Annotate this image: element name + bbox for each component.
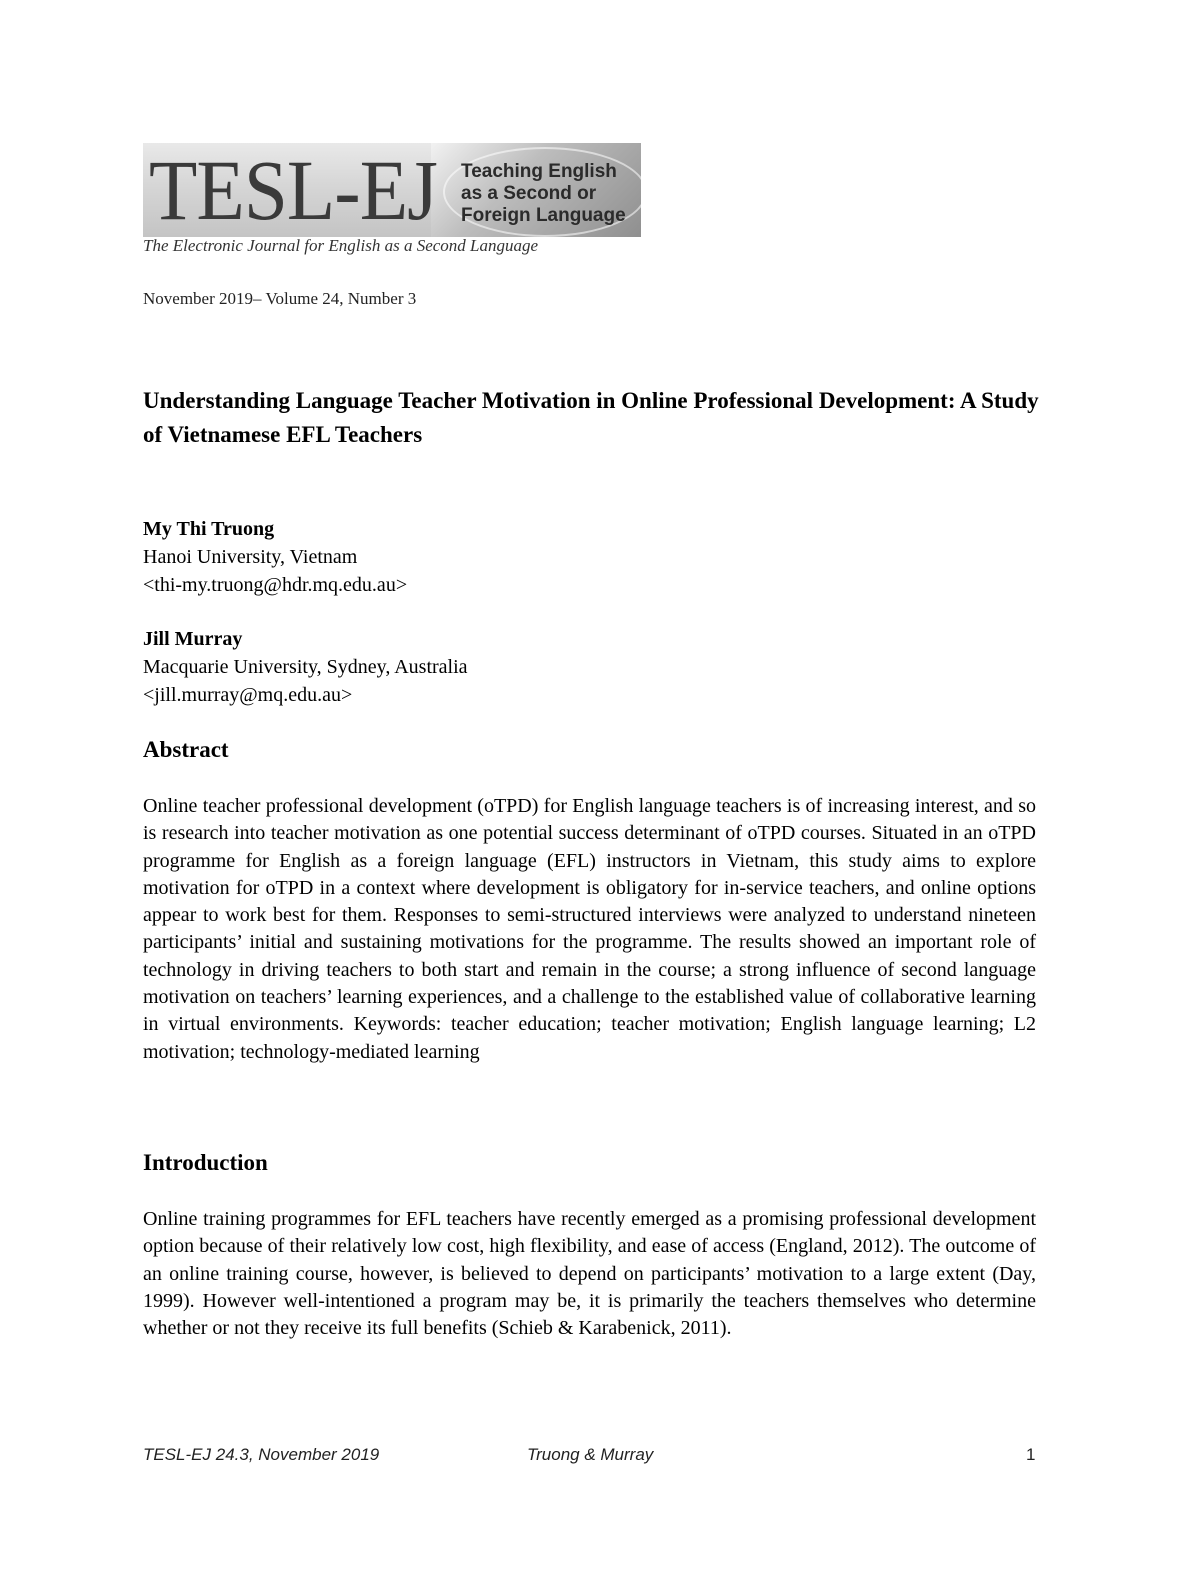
abstract-text: Online teacher professional development (oTPD) for English language teachers is of increasing interest, and so is research into teacher motivation as one potential success determinant of oTPD courses. Situated in an oTPD programme for English as a foreign language (EFL) instructors in Vietnam, this study aims to explore motivation for oTPD in a context where development is obligatory for in-service teachers, and online options appear to work best for them. Responses to semi-structured interviews were analyzed to understand nineteen participants’ initial and sustaining motivations for the programme. The results showed an important role of technology in driving teachers to both start and remain in the course; a strong influence of second language motivation on teachers’ learning experiences, and a challenge to the established value of collaborative learning in virtual environments.: [143, 795, 1036, 1036]
author-affiliation: Hanoi University, Vietnam: [143, 546, 358, 568]
article-title: Understanding Language Teacher Motivation in Online Professional Development: A Study of Vietnamese EFL Teachers: [143, 388, 1039, 447]
author-block: [143, 515, 407, 599]
author-affiliation: Macquarie University, Sydney, Australia: [143, 656, 468, 678]
introduction-heading: Introduction: [143, 1150, 268, 1175]
footer-authors: Truong & Murray: [527, 1445, 654, 1464]
introduction-paragraph: Online training programmes for EFL teachers have recently emerged as a promising professional development option because of their relatively low cost, high flexibility, and ease of access (England, 2012). The outcome of an online training course, however, is believed to depend on participants’ motivation to a large extent (Day, 1999). However well-intentioned a program may be, it is primarily the teachers themselves who determine whether or not they receive its full benefits (Schieb & Karabenick, 2011).: [143, 1208, 1036, 1340]
author-email: <jill.murray@mq.edu.au>: [143, 684, 353, 706]
author-block: [143, 625, 468, 709]
logo-tagline: Teaching English as a Second or Foreign Language: [461, 161, 626, 226]
abstract-heading: Abstract: [143, 737, 229, 762]
author-name: My Thi Truong: [143, 518, 275, 540]
logo-wordmark: TESL-EJ: [149, 143, 438, 237]
page-number: 1: [1026, 1445, 1036, 1464]
journal-logo: [143, 143, 641, 237]
abstract-paragraph: [143, 793, 1036, 1066]
journal-subtitle: The Electronic Journal for English as a Second Language: [143, 236, 539, 255]
author-name: Jill Murray: [143, 628, 243, 650]
issue-line: November 2019– Volume 24, Number 3: [143, 289, 417, 308]
author-email: <thi-my.truong@hdr.mq.edu.au>: [143, 574, 408, 596]
keywords-text: Keywords: teacher education; teacher motivation; English language learning; L2 motivation; technology-mediated learning: [143, 1013, 1036, 1063]
footer-journal-info: TESL-EJ 24.3, November 2019: [143, 1445, 380, 1464]
